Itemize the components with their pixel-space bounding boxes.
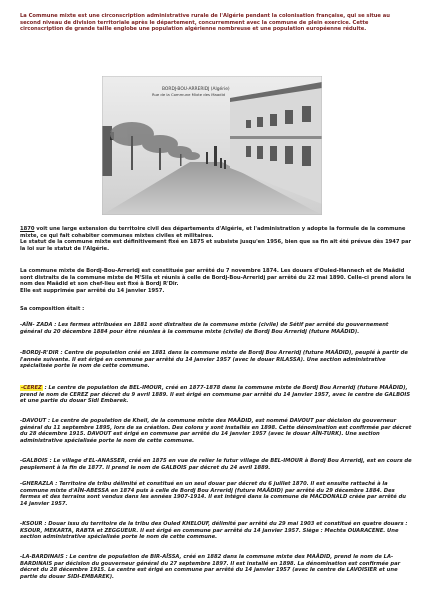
entry-cerez-text: : Le centre de population de BEL-IMOUR, créé en 1877-1878 dans la commune mixte de Bordj Bou Arreridj (future MAÂDID), prend le nom de CEREZ par décret du 9 avril 1889. Il est érigé en commune par arrêté du 14 janvier 1957, avec le centre de GALBOIS et une partie du douar Sidi Embarek.: [20, 385, 411, 405]
paragraph-1870-text-2: Le statut de la commune mixte est définitivement fixé en 1875 et subsiste jusqu'en 1956, bien que sa fin ait été prévue dès 1947 par la loi sur le statut de l'Algérie.: [20, 239, 412, 252]
paragraph-commune-mixte-text: La commune mixte de Bordj-Bou-Arreridj est constituée par arrêté du 7 novembre 1874. Les douars d'Ouled-Hannech et de Maâdid sont distraits de la commune mixte de M'Sila et réunis à celle de Bordj-Bou-Arreridj par arrêté du 22 mai 1890. Celle-ci prend alors le nom des Maâdid et son chef-lieu est fixé à Bordj R'Dir.: [20, 268, 412, 288]
intro-paragraph: La Commune mixte est une circonscription administrative rurale de l'Algérie pendant la colonisation française, qui se situe au second niveau de division territoriale après le département, concurremment avec la commune de plein exercice. Cette circonscription de grande taille englobe une population algérienne nombreuse et une population européenne réduite.: [20, 13, 390, 33]
entry-ain-zada: -AÏN- ZADA : Les fermes attribuées en 1881 sont distraites de la commune mixte (civile) de Sétif par arrêté du gouvernement général du 20 décembre 1884 pour être réunies à la commune mixte (civile) de Bordj Bou Arreridj (future MAÂDID).: [20, 322, 389, 335]
paragraph-commune-mixte-text-2: Elle est supprimée par arrêté du 14 janvier 1957.: [20, 287, 165, 294]
historic-street-photo: [102, 76, 322, 215]
paragraph-1870-text: voit une large extension du territoire civil des départements d'Algérie, et l'administration y adopte la formule de la commune mixte, ce qui fait cohabiter communes mixtes civiles et militaires.: [20, 226, 406, 239]
composition-title: Sa composition était :: [20, 306, 85, 312]
entry-davout: -DAVOUT : Le centre de population de Kheïl, de la commune mixte des MAÂDID, est nommé DAVOUT par décision du gouverneur général du 11 septembre 1895, lors de sa création. Des colons y sont installés en 1898. Cette dénomination est confirmée par décret du 28 décembre 1915. DAVOUT est érigé en commune par arrêté du 14 janvier 1957 (avec le douar AÏN-TURK). Une section administrative spécialisée porte le nom de cette commune.: [20, 418, 412, 444]
entry-galbois: -GALBOIS : Le village d'EL-ANASSER, créé en 1875 en vue de relier le futur village de BEL-IMOUR à Bordj Bou Arreridj, est en cours de peuplement à la fin de 1877. Il prend le nom de GALBOIS par décret du 24 avril 1889.: [20, 458, 412, 471]
entry-gherazla: -GHERAZLA : Territoire de tribu délimité et constitué en un seul douar par décret du 6 juillet 1870. Il est ensuite rattaché à la commune mixte d'AÏN-ABESSA en 1874 puis à celle de Bordj Bou Arreridj (future MAÂDID) par arrêté du 29 décembre 1884. Des fermes et des terrains sont vendus dans les années 1907-1914. Il est intégré dans la commune de MACDONALD créée par arrêté du 14 janvier 1957.: [20, 481, 406, 507]
paragraph-commune-mixte: [20, 268, 412, 294]
entry-la-bardinais: -LA-BARDINAIS : Le centre de population de BIR-AÏSSA, créé en 1882 dans la commune mixte des MAÂDID, prend le nom de LA-BARDINAIS par décision du gouverneur général du 27 septembre 1897. Il est installé en 1898. La dénomination est confirmée par décret du 28 décembre 1915. Le centre est érigé en commune par arrêté du 14 janvier 1957 (avec le centre de LAVOISIER et une partie du douar SIDI-EMBAREK).: [20, 554, 401, 580]
entry-cerez: [20, 385, 412, 405]
photo-illustration: [102, 76, 322, 215]
photo-caption-line-1: BORDJ-BOU-ARRERIDJ (Algérie): [162, 87, 230, 92]
entry-ksour: -KSOUR : Douar issu du territoire de la tribu des Ouled KHELOUF, délimité par arrêté du 29 mai 1903 et constitué en quatre douars : KSOUR, MEKARTA, RABTA et ZEGGUEUR. Il est érigé en commune par arrêté du 14 janvier 1957. Siège : Mechta OUARACENE. Une section administrative spécialisée porte le nom de cette commune.: [20, 521, 408, 541]
photo-caption-line-2: Rue de la Commune Mixte des Maadid: [152, 92, 226, 97]
year-1870-link[interactable]: 1870: [20, 226, 35, 232]
cerez-highlight: -CEREZ: [21, 385, 42, 391]
entry-bordj-rdir: -BORDJ-R'DIR : Centre de population créé en 1881 dans la commune mixte de Bordj Bou Arreridj (future MAÂDID), peuplé à partir de l'année suivante. Il est érigé en commune par arrêté du 14 janvier 1957 (avec le douar RILASSA). Une section administrative spécialisée porte le nom de cette commune.: [20, 350, 408, 370]
paragraph-1870: [20, 226, 412, 252]
